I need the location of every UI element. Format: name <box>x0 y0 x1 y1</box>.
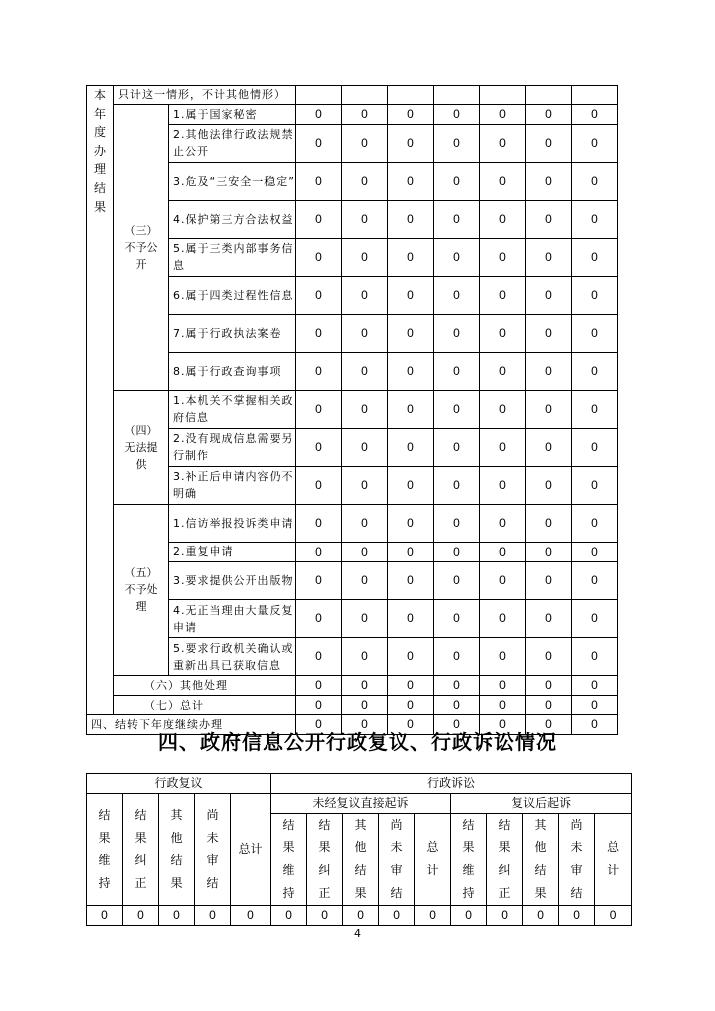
col-header-litigation: 结果纠正 <box>487 813 523 905</box>
value-cell: 0 <box>572 390 618 428</box>
value-cell: 0 <box>480 562 526 600</box>
value-cell: 0 <box>572 276 618 314</box>
empty-cell <box>342 86 388 105</box>
value-cell: 0 <box>296 542 342 562</box>
group-label: （五）不予处理 <box>114 504 169 676</box>
value-cell: 0 <box>480 276 526 314</box>
value-cell: 0 <box>388 466 434 504</box>
value-cell: 0 <box>342 276 388 314</box>
value-cell: 0 <box>388 504 434 542</box>
value-cell: 0 <box>451 905 487 925</box>
value-cell: 0 <box>572 466 618 504</box>
other-row-label: （六）其他处理 <box>114 676 296 696</box>
value-cell: 0 <box>526 715 572 735</box>
value-cell: 0 <box>388 638 434 676</box>
value-cell: 0 <box>480 638 526 676</box>
other-row-label: （七）总计 <box>114 695 296 715</box>
row-label: 5.属于三类内部事务信息 <box>169 238 296 276</box>
group-label: （四）无法提供 <box>114 390 169 504</box>
value-cell: 0 <box>526 542 572 562</box>
value-cell: 0 <box>434 314 480 352</box>
value-cell: 0 <box>572 600 618 638</box>
value-cell: 0 <box>434 390 480 428</box>
row-label: 3.危及“三安全一稳定” <box>169 162 296 200</box>
row-label: 3.要求提供公开出版物 <box>169 562 296 600</box>
value-cell: 0 <box>296 238 342 276</box>
header-litigation: 行政诉讼 <box>271 774 632 794</box>
value-cell: 0 <box>388 562 434 600</box>
value-cell: 0 <box>296 600 342 638</box>
value-cell: 0 <box>296 466 342 504</box>
value-cell: 0 <box>526 504 572 542</box>
value-cell: 0 <box>342 638 388 676</box>
value-cell: 0 <box>434 466 480 504</box>
value-cell: 0 <box>342 105 388 125</box>
empty-cell <box>434 86 480 105</box>
outer-label <box>87 86 114 715</box>
value-cell: 0 <box>388 200 434 238</box>
value-cell: 0 <box>526 695 572 715</box>
value-cell: 0 <box>342 352 388 390</box>
value-cell: 0 <box>296 314 342 352</box>
value-cell: 0 <box>572 352 618 390</box>
value-cell: 0 <box>434 105 480 125</box>
value-cell: 0 <box>523 905 559 925</box>
value-cell: 0 <box>296 200 342 238</box>
col-header-litigation: 尚未审结 <box>559 813 595 905</box>
value-cell: 0 <box>572 542 618 562</box>
value-cell: 0 <box>342 238 388 276</box>
row-label: 4.无正当理由大量反复申请 <box>169 600 296 638</box>
value-cell: 0 <box>572 124 618 162</box>
value-cell: 0 <box>123 905 159 925</box>
value-cell: 0 <box>434 676 480 696</box>
value-cell: 0 <box>526 276 572 314</box>
value-cell: 0 <box>342 562 388 600</box>
empty-cell <box>296 86 342 105</box>
header-suit-after-review: 复议后起诉 <box>451 794 632 814</box>
value-cell: 0 <box>388 600 434 638</box>
row-label: 2.其他法律行政法规禁止公开 <box>169 124 296 162</box>
value-cell: 0 <box>388 276 434 314</box>
value-cell: 0 <box>526 428 572 466</box>
value-cell: 0 <box>296 162 342 200</box>
value-cell: 0 <box>526 390 572 428</box>
value-cell: 0 <box>388 695 434 715</box>
value-cell: 0 <box>296 124 342 162</box>
value-cell: 0 <box>388 390 434 428</box>
value-cell: 0 <box>415 905 451 925</box>
header-review: 行政复议 <box>87 774 271 794</box>
value-cell: 0 <box>343 905 379 925</box>
row-label: 1.本机关不掌握相关政府信息 <box>169 390 296 428</box>
value-cell: 0 <box>271 905 307 925</box>
value-cell: 0 <box>342 600 388 638</box>
col-header-review: 其他结果 <box>159 794 195 906</box>
value-cell: 0 <box>342 695 388 715</box>
value-cell: 0 <box>480 390 526 428</box>
top-row-label: 只计这一情形，不计其他情形） <box>114 86 296 105</box>
value-cell: 0 <box>296 390 342 428</box>
value-cell: 0 <box>526 105 572 125</box>
col-header-litigation: 总计 <box>415 813 451 905</box>
value-cell: 0 <box>159 905 195 925</box>
value-cell: 0 <box>342 715 388 735</box>
empty-cell <box>480 86 526 105</box>
value-cell: 0 <box>296 352 342 390</box>
value-cell: 0 <box>296 695 342 715</box>
value-cell: 0 <box>487 905 523 925</box>
application-results-table <box>86 85 618 735</box>
value-cell: 0 <box>434 200 480 238</box>
value-cell: 0 <box>342 200 388 238</box>
value-cell: 0 <box>480 162 526 200</box>
value-cell: 0 <box>480 105 526 125</box>
value-cell: 0 <box>434 562 480 600</box>
value-cell: 0 <box>296 105 342 125</box>
value-cell: 0 <box>388 428 434 466</box>
value-cell: 0 <box>388 715 434 735</box>
value-cell: 0 <box>342 390 388 428</box>
value-cell: 0 <box>296 562 342 600</box>
row-label: 3.补正后申请内容仍不明确 <box>169 466 296 504</box>
header-direct-suit: 未经复议直接起诉 <box>271 794 451 814</box>
value-cell: 0 <box>231 905 271 925</box>
value-cell: 0 <box>434 124 480 162</box>
value-cell: 0 <box>434 276 480 314</box>
col-header-review: 尚未审结 <box>195 794 231 906</box>
col-header-review: 结果维持 <box>87 794 123 906</box>
value-cell: 0 <box>526 638 572 676</box>
value-cell: 0 <box>342 504 388 542</box>
value-cell: 0 <box>434 352 480 390</box>
row-label: 8.属于行政查询事项 <box>169 352 296 390</box>
row-label: 5.要求行政机关确认或重新出具已获取信息 <box>169 638 296 676</box>
value-cell: 0 <box>480 314 526 352</box>
value-cell: 0 <box>572 715 618 735</box>
value-cell: 0 <box>480 504 526 542</box>
value-cell: 0 <box>572 638 618 676</box>
value-cell: 0 <box>434 638 480 676</box>
carry-over-label: 四、结转下年度继续办理 <box>87 715 296 735</box>
row-label: 6.属于四类过程性信息 <box>169 276 296 314</box>
value-cell: 0 <box>388 238 434 276</box>
value-cell: 0 <box>296 638 342 676</box>
value-cell: 0 <box>526 200 572 238</box>
value-cell: 0 <box>526 238 572 276</box>
value-cell: 0 <box>526 124 572 162</box>
value-cell: 0 <box>526 162 572 200</box>
value-cell: 0 <box>296 428 342 466</box>
value-cell: 0 <box>434 542 480 562</box>
value-cell: 0 <box>388 105 434 125</box>
value-cell: 0 <box>195 905 231 925</box>
value-cell: 0 <box>572 562 618 600</box>
value-cell: 0 <box>296 276 342 314</box>
value-cell: 0 <box>342 676 388 696</box>
value-cell: 0 <box>559 905 595 925</box>
page-number: 4 <box>354 927 361 940</box>
col-header-litigation: 结果纠正 <box>307 813 343 905</box>
group-label: （三）不予公开 <box>114 105 169 391</box>
row-label: 2.重复申请 <box>169 542 296 562</box>
value-cell: 0 <box>388 124 434 162</box>
value-cell: 0 <box>480 200 526 238</box>
value-cell: 0 <box>388 676 434 696</box>
value-cell: 0 <box>572 162 618 200</box>
value-cell: 0 <box>388 162 434 200</box>
value-cell: 0 <box>342 542 388 562</box>
value-cell: 0 <box>480 352 526 390</box>
col-header-litigation: 结果维持 <box>271 813 307 905</box>
value-cell: 0 <box>480 600 526 638</box>
value-cell: 0 <box>434 695 480 715</box>
value-cell: 0 <box>342 428 388 466</box>
empty-cell <box>526 86 572 105</box>
review-litigation-table <box>86 773 632 926</box>
value-cell: 0 <box>572 200 618 238</box>
value-cell: 0 <box>526 352 572 390</box>
value-cell: 0 <box>480 466 526 504</box>
value-cell: 0 <box>434 238 480 276</box>
empty-cell <box>388 86 434 105</box>
value-cell: 0 <box>480 124 526 162</box>
value-cell: 0 <box>572 676 618 696</box>
outer-label-text: 本年度办理结果 <box>94 88 107 214</box>
value-cell: 0 <box>434 162 480 200</box>
value-cell: 0 <box>480 676 526 696</box>
value-cell: 0 <box>572 428 618 466</box>
value-cell: 0 <box>480 715 526 735</box>
section-title: 四、政府信息公开行政复议、行政诉讼情况 <box>158 730 557 754</box>
value-cell: 0 <box>572 695 618 715</box>
value-cell: 0 <box>388 542 434 562</box>
col-header-litigation: 其他结果 <box>523 813 559 905</box>
col-header-litigation: 尚未审结 <box>379 813 415 905</box>
value-cell: 0 <box>342 124 388 162</box>
value-cell: 0 <box>480 238 526 276</box>
value-cell: 0 <box>87 905 123 925</box>
empty-cell <box>572 86 618 105</box>
col-header-review: 结果纠正 <box>123 794 159 906</box>
col-header-review: 总计 <box>231 794 271 906</box>
row-label: 4.保护第三方合法权益 <box>169 200 296 238</box>
value-cell: 0 <box>388 352 434 390</box>
value-cell: 0 <box>434 715 480 735</box>
value-cell: 0 <box>572 238 618 276</box>
col-header-litigation: 总计 <box>595 813 632 905</box>
value-cell: 0 <box>572 314 618 352</box>
value-cell: 0 <box>388 314 434 352</box>
value-cell: 0 <box>434 504 480 542</box>
row-label: 1.信访举报投诉类申请 <box>169 504 296 542</box>
value-cell: 0 <box>434 600 480 638</box>
col-header-litigation: 其他结果 <box>343 813 379 905</box>
value-cell: 0 <box>526 466 572 504</box>
value-cell: 0 <box>296 676 342 696</box>
value-cell: 0 <box>526 676 572 696</box>
value-cell: 0 <box>434 428 480 466</box>
value-cell: 0 <box>342 466 388 504</box>
value-cell: 0 <box>595 905 632 925</box>
value-cell: 0 <box>296 504 342 542</box>
value-cell: 0 <box>342 162 388 200</box>
row-label: 1.属于国家秘密 <box>169 105 296 125</box>
value-cell: 0 <box>526 600 572 638</box>
col-header-litigation: 结果维持 <box>451 813 487 905</box>
value-cell: 0 <box>296 715 342 735</box>
value-cell: 0 <box>480 695 526 715</box>
value-cell: 0 <box>526 562 572 600</box>
value-cell: 0 <box>526 314 572 352</box>
value-cell: 0 <box>307 905 343 925</box>
value-cell: 0 <box>480 542 526 562</box>
row-label: 2.没有现成信息需要另行制作 <box>169 428 296 466</box>
row-label: 7.属于行政执法案卷 <box>169 314 296 352</box>
value-cell: 0 <box>379 905 415 925</box>
value-cell: 0 <box>480 428 526 466</box>
value-cell: 0 <box>342 314 388 352</box>
value-cell: 0 <box>572 105 618 125</box>
value-cell: 0 <box>572 504 618 542</box>
